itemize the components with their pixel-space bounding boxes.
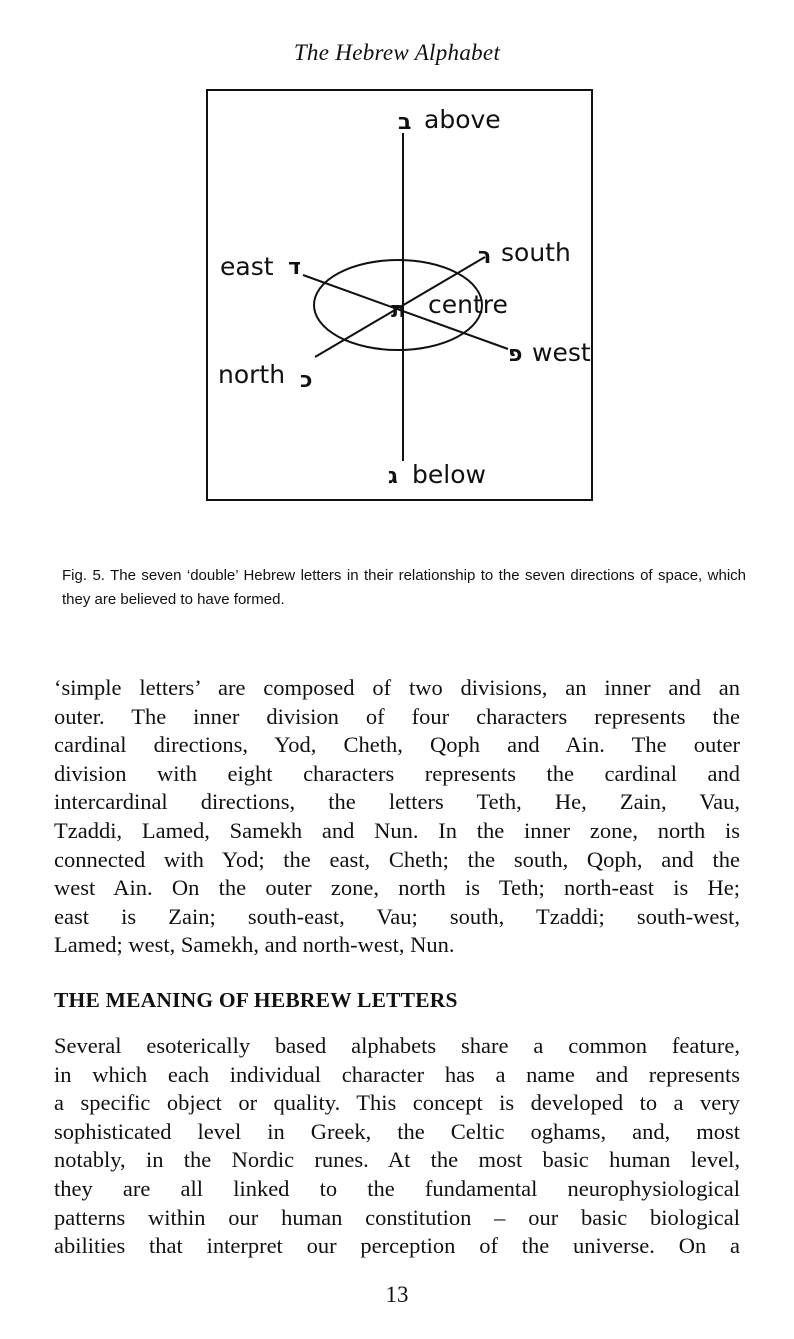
- paragraph-2-line: sophisticated level in Greek, the Celtic oghams, and, most: [54, 1118, 740, 1144]
- north-letter: כ: [300, 368, 313, 393]
- paragraph-1-line: ‘simple letters’ are composed of two divisions, an inner and an: [54, 675, 740, 700]
- paragraph-2-line: Several esoterically based alphabets share a common feature,: [54, 1033, 740, 1058]
- paragraph-2-line: a specific object or quality. This concept is developed to a very: [54, 1090, 740, 1116]
- paragraph-1-line: outer. The inner division of four characters represents the: [54, 703, 740, 729]
- paragraph-1-line: east is Zain; south-east, Vau; south, Tzaddi; south-west,: [54, 903, 740, 929]
- paragraph-2: [54, 1032, 740, 1261]
- paragraph-1-line: cardinal directions, Yod, Cheth, Qoph and Ain. The outer: [54, 732, 740, 758]
- running-head: The Hebrew Alphabet: [293, 40, 501, 65]
- above-label: above: [424, 105, 501, 134]
- south-label: south: [501, 238, 571, 267]
- paragraph-1-line: Tzaddi, Lamed, Samekh and Nun. In the inner zone, north is: [54, 817, 740, 843]
- east-letter: ד: [288, 255, 301, 280]
- paragraph-2-line: notably, in the Nordic runes. At the most basic human level,: [54, 1147, 740, 1173]
- above-letter: ב: [398, 110, 412, 135]
- east-label: east: [220, 252, 274, 281]
- figure-caption: Fig. 5. The seven ‘double’ Hebrew letters in their relationship to the seven directions of space, which they are believed to have formed.: [62, 567, 746, 608]
- direction-diagram: [206, 89, 593, 501]
- west-letter: פ: [508, 342, 523, 367]
- paragraph-2-line: patterns within our human constitution – our basic biological: [54, 1204, 740, 1230]
- paragraph-1-line: intercardinal directions, the letters Teth, He, Zain, Vau,: [54, 789, 740, 815]
- below-label: below: [412, 460, 486, 489]
- paragraph-2-line: in which each individual character has a name and represents: [54, 1061, 740, 1087]
- direction-diagram-svg: [208, 91, 595, 503]
- section-heading: THE MEANING OF HEBREW LETTERS: [54, 988, 458, 1012]
- west-label: west: [532, 338, 591, 367]
- below-letter: ג: [388, 464, 398, 489]
- paragraph-1-line: connected with Yod; the east, Cheth; the south, Qoph, and the: [54, 846, 740, 872]
- north-label: north: [218, 360, 286, 389]
- paragraph-1: [54, 674, 740, 960]
- centre-letter: ת: [391, 298, 407, 323]
- paragraph-1-line: Lamed; west, Samekh, and north-west, Nun.: [54, 932, 455, 958]
- centre-label: centre: [428, 290, 508, 319]
- page-number: 13: [385, 1282, 409, 1307]
- paragraph-1-line: west Ain. On the outer zone, north is Teth; north-east is He;: [54, 875, 740, 901]
- paragraph-1-line: division with eight characters represents the cardinal and: [54, 760, 740, 786]
- south-letter: ר: [478, 244, 492, 269]
- paragraph-2-line: abilities that interpret our perception of the universe. On a: [54, 1233, 740, 1259]
- paragraph-2-line: they are all linked to the fundamental neurophysiological: [54, 1175, 740, 1201]
